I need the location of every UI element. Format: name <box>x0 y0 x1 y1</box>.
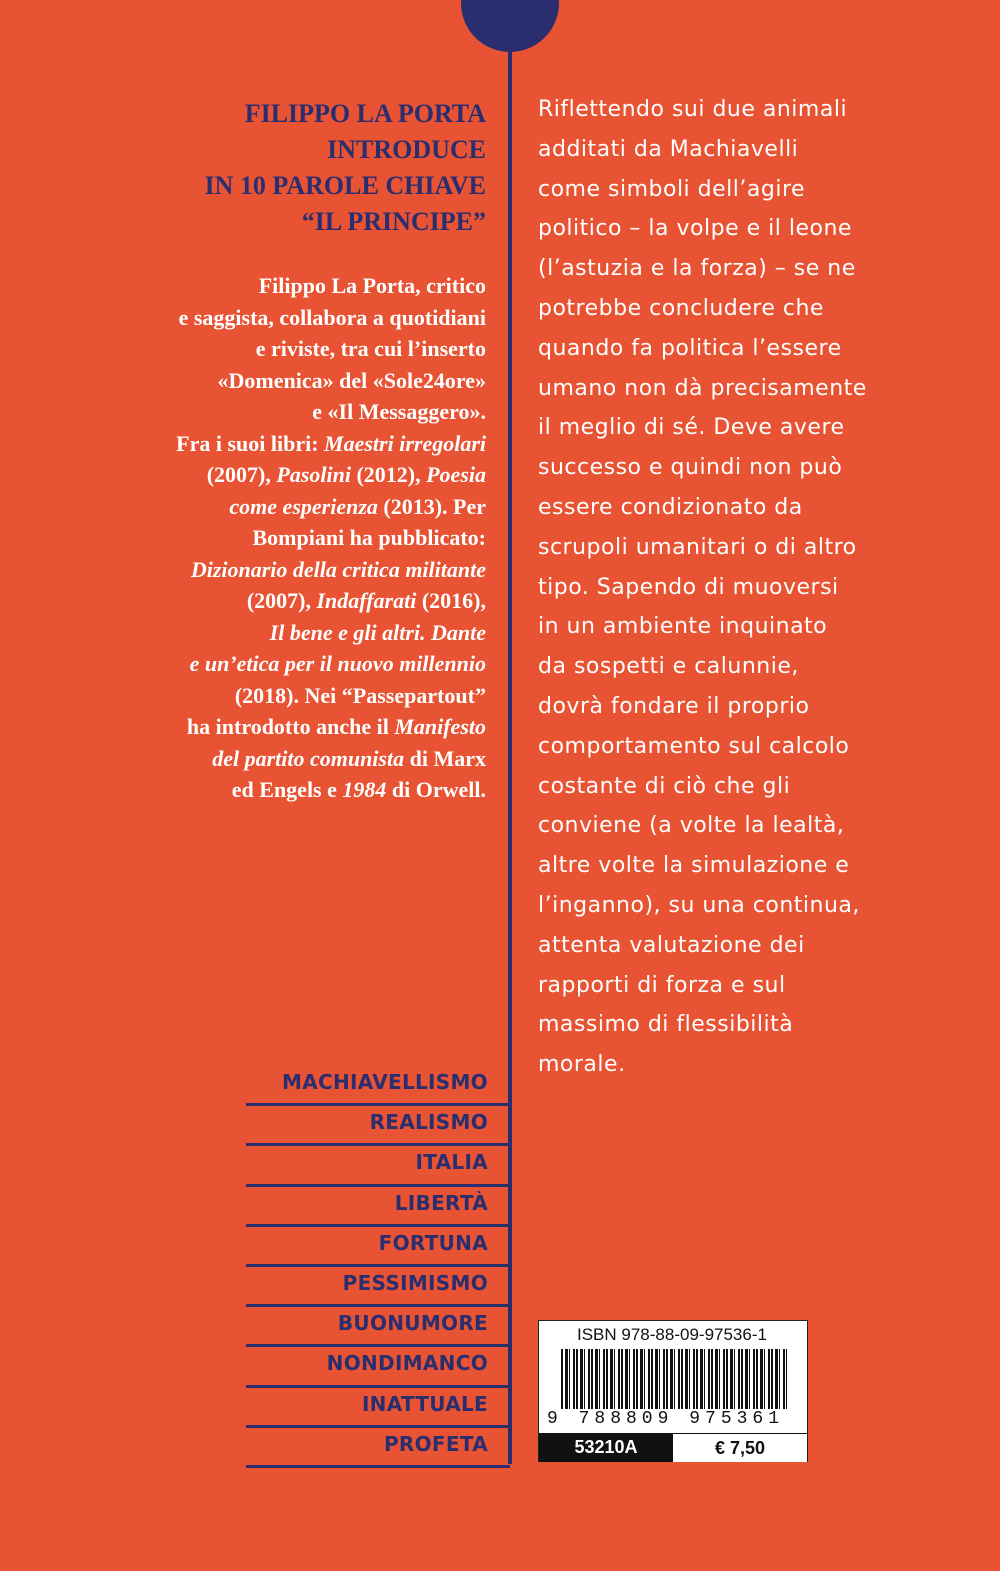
barcode-bars <box>561 1349 787 1413</box>
isbn-label: ISBN 978-88-09-97536-1 <box>577 1325 767 1344</box>
heading-line: “IL PRINCIPE” <box>301 207 486 236</box>
bio-text: ha introdotto anche il <box>186 714 395 739</box>
keyword-item: FORTUNA <box>246 1227 510 1267</box>
keyword-item: BUONUMORE <box>246 1307 510 1347</box>
blurb-line: come simboli dell’agire <box>538 176 806 202</box>
bio-text: e riviste, tra cui l’inserto <box>255 336 486 361</box>
blurb-line: politico – la volpe e il leone <box>538 216 852 242</box>
bio-text: (2012), <box>350 462 427 487</box>
bio-line <box>80 648 486 680</box>
keyword-item: MACHIAVELLISMO <box>246 1066 510 1106</box>
blurb-line: massimo di flessibilità <box>538 1012 794 1038</box>
bio-text: (2007), <box>246 588 317 613</box>
bio-line <box>80 491 486 523</box>
book-title: come esperienza <box>229 493 378 519</box>
back-cover-blurb <box>538 90 978 1085</box>
bio-text: «Domenica» del «Sole24ore» <box>217 367 486 393</box>
keyword-list <box>246 1066 510 1468</box>
price-label: € 7,50 <box>673 1433 807 1462</box>
book-title: 1984 <box>342 777 387 802</box>
bio-line <box>80 365 486 397</box>
blurb-line: (l’astuzia e la forza) – se ne <box>538 256 856 282</box>
book-title: Pasolini <box>276 462 351 487</box>
blurb-line: successo e quindi non può <box>538 455 843 481</box>
keyword-item: REALISMO <box>246 1106 510 1146</box>
blurb-line: da sospetti e calunnie, <box>538 654 799 680</box>
bio-line <box>80 711 486 743</box>
book-title: del partito comunista <box>212 745 405 771</box>
book-title: Il bene e gli altri. Dante <box>269 619 486 645</box>
blurb-line: il meglio di sé. Deve avere <box>538 415 845 441</box>
bio-text: (2013). Per <box>377 493 486 519</box>
bio-text: e saggista, collabora a quotidiani <box>178 304 486 330</box>
book-title: e un’etica per il nuovo millennio <box>189 651 486 676</box>
bio-line <box>80 680 486 712</box>
series-heading <box>80 96 486 240</box>
bio-line <box>80 522 486 554</box>
blurb-line: dovrà fondare il proprio <box>538 693 810 719</box>
author-bio <box>80 270 486 806</box>
barcode-digits: 9 788809 975361 <box>547 1409 801 1429</box>
blurb-line: potrebbe concludere che <box>538 295 824 321</box>
book-title: Maestri irregolari <box>324 430 486 456</box>
bio-text: ed Engels e <box>231 777 343 802</box>
bio-line <box>80 396 486 428</box>
blurb-line: morale. <box>538 1052 626 1078</box>
bio-line <box>80 585 486 617</box>
bio-text: di Marx <box>404 745 486 771</box>
blurb-line: rapporti di forza e sul <box>538 972 786 998</box>
bio-text: di Orwell. <box>386 777 486 802</box>
blurb-line: umano non dà precisamente <box>538 375 867 401</box>
bio-text: (2007), <box>206 462 277 487</box>
bio-text: Bompiani ha pubblicato: <box>252 525 486 550</box>
bio-line <box>80 302 486 334</box>
heading-line: FILIPPO LA PORTA <box>244 99 486 128</box>
blurb-line: costante di ciò che gli <box>538 773 791 799</box>
bio-line <box>80 333 486 365</box>
blurb-line: essere condizionato da <box>538 494 803 520</box>
book-title: Indaffarati <box>316 588 417 613</box>
blurb-line: attenta valutazione dei <box>538 932 805 958</box>
blurb-line: tipo. Sapendo di muoversi <box>538 574 839 600</box>
bio-line <box>80 428 486 460</box>
keyword-item: ITALIA <box>246 1146 510 1186</box>
blurb-line: altre volte la simulazione e <box>538 853 850 879</box>
bio-line <box>80 774 486 806</box>
bio-line <box>80 743 486 775</box>
keyword-item: PROFETA <box>246 1428 510 1468</box>
product-code: 53210A <box>539 1433 673 1462</box>
blurb-line: conviene (a volte la lealtà, <box>538 813 845 839</box>
blurb-line: l’inganno), su una continua, <box>538 892 860 918</box>
bio-text: (2018). Nei “Passepartout” <box>234 682 486 708</box>
blurb-line: in un ambiente inquinato <box>538 614 828 640</box>
keyword-item: INATTUALE <box>246 1388 510 1428</box>
book-title: Manifesto <box>394 714 486 739</box>
blurb-line: quando fa politica l’essere <box>538 335 842 361</box>
bio-line <box>80 270 486 302</box>
blurb-line: additati da Machiavelli <box>538 136 799 162</box>
heading-line: IN 10 PAROLE CHIAVE <box>204 171 486 200</box>
bio-text: Fra i suoi libri: <box>176 430 325 456</box>
book-title: Poesia <box>426 462 486 487</box>
bio-line <box>80 554 486 586</box>
bio-line <box>80 617 486 649</box>
bio-text: Filippo La Porta, critico <box>258 273 486 298</box>
bio-text: e «Il Messaggero». <box>312 399 486 424</box>
isbn-barcode <box>538 1320 808 1462</box>
keyword-item: NONDIMANCO <box>246 1347 510 1387</box>
keyword-item: LIBERTÀ <box>246 1187 510 1227</box>
blurb-line: scrupoli umanitari o di altro <box>538 534 857 560</box>
heading-line: INTRODUCE <box>327 135 486 164</box>
bio-text: (2016), <box>416 588 486 613</box>
blurb-line: Riflettendo sui due animali <box>538 97 848 122</box>
keyword-item: PESSIMISMO <box>246 1267 510 1307</box>
book-title: Dizionario della critica militante <box>190 556 486 582</box>
blurb-line: comportamento sul calcolo <box>538 733 850 759</box>
bio-line <box>80 459 486 491</box>
